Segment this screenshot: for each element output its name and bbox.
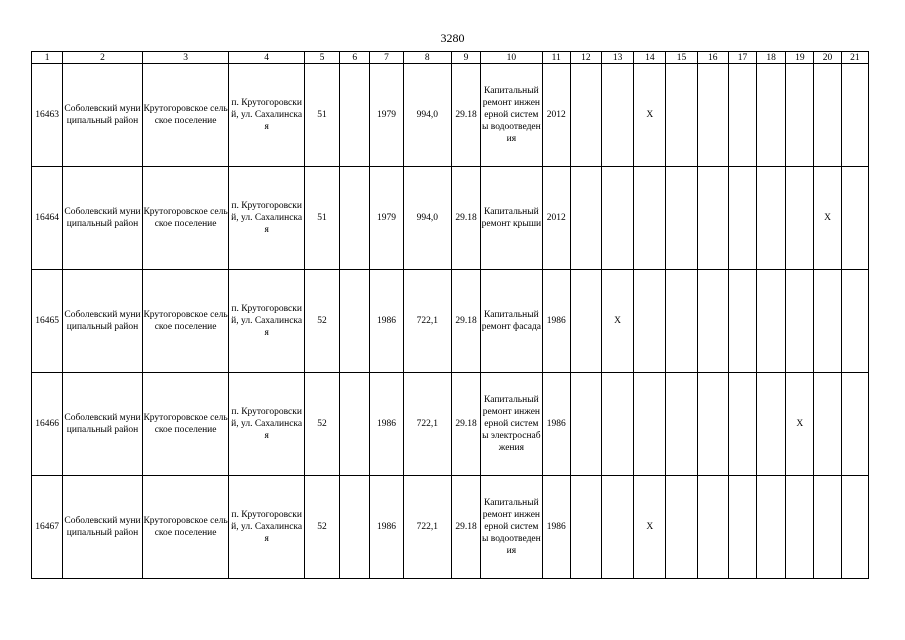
column-header: 10 [481, 52, 542, 64]
house-number: 52 [304, 476, 339, 579]
mark-cell [666, 167, 697, 270]
table-row [32, 270, 869, 373]
mark-cell [757, 270, 786, 373]
column-header: 18 [757, 52, 786, 64]
cell-6 [340, 476, 370, 579]
plan-year: 1986 [542, 270, 570, 373]
column-header: 13 [602, 52, 634, 64]
column-header: 20 [814, 52, 841, 64]
year-built: 1986 [370, 373, 403, 476]
column-header: 9 [451, 52, 480, 64]
mark-cell [728, 64, 756, 167]
column-header: 8 [403, 52, 451, 64]
mark-cell [841, 167, 868, 270]
mark-cell [634, 373, 666, 476]
work-type: Капитальный ремонт инженерной системы электроснабжения [481, 373, 542, 476]
work-type: Капитальный ремонт крыши [481, 167, 542, 270]
district: Соболевский муниципальный район [63, 167, 143, 270]
column-header: 21 [841, 52, 868, 64]
mark-cell: X [634, 64, 666, 167]
column-header: 1 [32, 52, 63, 64]
mark-cell [570, 270, 601, 373]
mark-cell [570, 64, 601, 167]
column-header: 4 [229, 52, 305, 64]
plan-year: 2012 [542, 167, 570, 270]
mark-cell [757, 373, 786, 476]
plan-year: 1986 [542, 373, 570, 476]
mark-cell [786, 64, 814, 167]
year-built: 1979 [370, 64, 403, 167]
settlement: Крутогоровское сельское поселение [142, 270, 229, 373]
mark-cell [841, 476, 868, 579]
mark-cell [602, 167, 634, 270]
area: 722,1 [403, 373, 451, 476]
mark-cell [841, 64, 868, 167]
mark-cell [570, 373, 601, 476]
mark-cell [728, 167, 756, 270]
mark-cell [570, 476, 601, 579]
column-header: 14 [634, 52, 666, 64]
column-header: 7 [370, 52, 403, 64]
column-header: 17 [728, 52, 756, 64]
table-row [32, 476, 869, 579]
area: 722,1 [403, 476, 451, 579]
address: п. Крутогоровский, ул. Сахалинская [229, 167, 305, 270]
table-row [32, 64, 869, 167]
cell-9: 29.18 [451, 270, 480, 373]
house-number: 52 [304, 270, 339, 373]
mark-cell [786, 270, 814, 373]
settlement: Крутогоровское сельское поселение [142, 476, 229, 579]
column-number-row [32, 52, 869, 64]
address: п. Крутогоровский, ул. Сахалинская [229, 373, 305, 476]
mark-cell [666, 64, 697, 167]
house-number: 52 [304, 373, 339, 476]
mark-cell [728, 476, 756, 579]
mark-cell [602, 64, 634, 167]
cell-6 [340, 373, 370, 476]
district: Соболевский муниципальный район [63, 64, 143, 167]
work-type: Капитальный ремонт фасада [481, 270, 542, 373]
year-built: 1986 [370, 476, 403, 579]
mark-cell [697, 167, 728, 270]
table-row [32, 373, 869, 476]
address: п. Крутогоровский, ул. Сахалинская [229, 270, 305, 373]
mark-cell: X [634, 476, 666, 579]
mark-cell [757, 64, 786, 167]
mark-cell [697, 373, 728, 476]
mark-cell [666, 476, 697, 579]
cell-9: 29.18 [451, 64, 480, 167]
mark-cell [634, 270, 666, 373]
work-type: Капитальный ремонт инженерной системы водоотведения [481, 64, 542, 167]
mark-cell [602, 476, 634, 579]
column-header: 16 [697, 52, 728, 64]
year-built: 1979 [370, 167, 403, 270]
settlement: Крутогоровское сельское поселение [142, 64, 229, 167]
house-number: 51 [304, 64, 339, 167]
record-number: 16464 [32, 167, 63, 270]
cell-6 [340, 270, 370, 373]
mark-cell [697, 476, 728, 579]
column-header: 15 [666, 52, 697, 64]
page-number: 3280 [440, 31, 465, 45]
mark-cell: X [786, 373, 814, 476]
table-row [32, 167, 869, 270]
record-number: 16466 [32, 373, 63, 476]
mark-cell [728, 373, 756, 476]
record-number: 16467 [32, 476, 63, 579]
cell-6 [340, 167, 370, 270]
mark-cell [634, 167, 666, 270]
mark-cell: X [602, 270, 634, 373]
mark-cell [697, 270, 728, 373]
year-built: 1986 [370, 270, 403, 373]
record-number: 16463 [32, 64, 63, 167]
column-header: 2 [63, 52, 143, 64]
mark-cell [841, 373, 868, 476]
cell-6 [340, 64, 370, 167]
cell-9: 29.18 [451, 373, 480, 476]
cell-9: 29.18 [451, 476, 480, 579]
column-header: 11 [542, 52, 570, 64]
district: Соболевский муниципальный район [63, 476, 143, 579]
address: п. Крутогоровский, ул. Сахалинская [229, 64, 305, 167]
register-table [31, 51, 869, 579]
column-header: 12 [570, 52, 601, 64]
mark-cell [666, 373, 697, 476]
work-type: Капитальный ремонт инженерной системы водоотведения [481, 476, 542, 579]
house-number: 51 [304, 167, 339, 270]
settlement: Крутогоровское сельское поселение [142, 167, 229, 270]
mark-cell [814, 64, 841, 167]
area: 994,0 [403, 167, 451, 270]
plan-year: 1986 [542, 476, 570, 579]
mark-cell [757, 167, 786, 270]
district: Соболевский муниципальный район [63, 373, 143, 476]
record-number: 16465 [32, 270, 63, 373]
mark-cell [786, 167, 814, 270]
area: 722,1 [403, 270, 451, 373]
mark-cell [814, 476, 841, 579]
column-header: 3 [142, 52, 229, 64]
mark-cell [570, 167, 601, 270]
mark-cell: X [814, 167, 841, 270]
mark-cell [841, 270, 868, 373]
mark-cell [814, 270, 841, 373]
mark-cell [728, 270, 756, 373]
mark-cell [666, 270, 697, 373]
column-header: 6 [340, 52, 370, 64]
column-header: 5 [304, 52, 339, 64]
mark-cell [757, 476, 786, 579]
settlement: Крутогоровское сельское поселение [142, 373, 229, 476]
area: 994,0 [403, 64, 451, 167]
cell-9: 29.18 [451, 167, 480, 270]
address: п. Крутогоровский, ул. Сахалинская [229, 476, 305, 579]
mark-cell [814, 373, 841, 476]
mark-cell [786, 476, 814, 579]
column-header: 19 [786, 52, 814, 64]
plan-year: 2012 [542, 64, 570, 167]
mark-cell [602, 373, 634, 476]
mark-cell [697, 64, 728, 167]
district: Соболевский муниципальный район [63, 270, 143, 373]
